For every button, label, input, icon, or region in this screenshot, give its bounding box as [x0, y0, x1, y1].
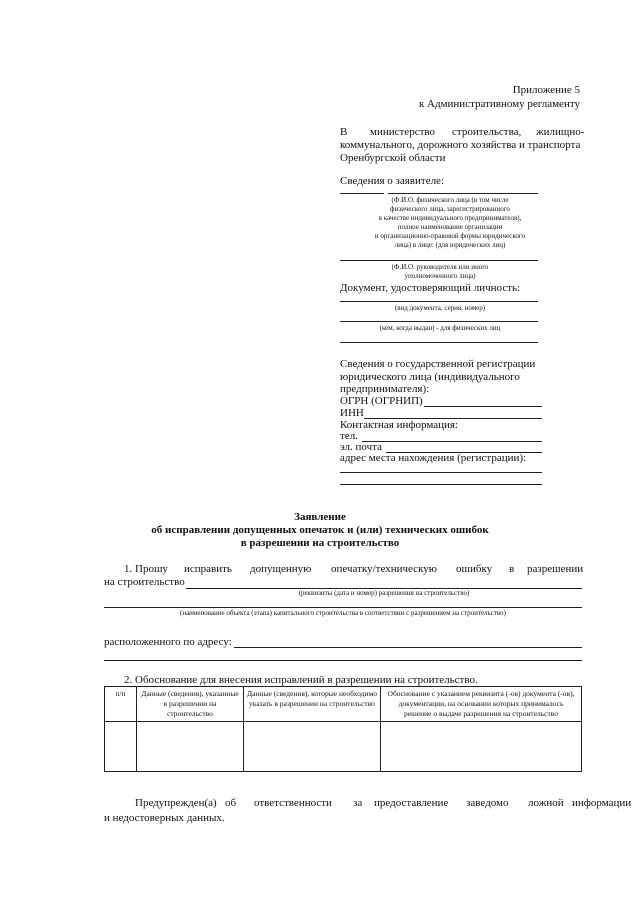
- item1-word-5: ошибку: [456, 563, 493, 575]
- contact-label: Контактная информация:: [340, 419, 458, 431]
- warning-word-2: об: [225, 797, 237, 809]
- warning-word-1: Предупрежден(а): [135, 797, 217, 809]
- warning-line2: и недостоверных данных.: [104, 812, 225, 824]
- appendix-regulation: к Административному регламенту: [418, 98, 580, 110]
- item2-heading: 2. Обоснование для внесения исправлений в разрешении на строительство.: [124, 674, 478, 686]
- item1-word-4: опечатку/техническую: [331, 563, 437, 575]
- hint-issued: (кем, когда выдан) - для физических лиц: [379, 324, 501, 332]
- head-name-line: [340, 260, 538, 261]
- corrections-table: [104, 686, 582, 772]
- hint-fio: (Ф.И.О. физического лица (в том числе физического лица, зарегистрированного в качестве индивидуального предпринимателя), полное наименование организации и организационно-правовой формы юридического лица) в лице: (для юридических лиц): [374, 196, 526, 249]
- hint-head: (Ф.И.О. руководителя или иного уполномоченного лица): [391, 263, 489, 280]
- addressee-line2: коммунального, дорожного хозяйства и транспорта: [340, 139, 581, 151]
- applicant-name-line: [388, 193, 538, 194]
- warning-word-6: заведомо: [466, 797, 509, 809]
- address-location-line: [234, 647, 582, 648]
- registration-heading: Сведения о государственной регистрации юридического лица (индивидуального предпринимателя):: [340, 358, 536, 395]
- table-row: [105, 722, 582, 772]
- item1-line2: на строительство: [104, 576, 185, 588]
- ogrn-line: [424, 406, 542, 407]
- warning-word-5: предоставление: [374, 797, 449, 809]
- issued-line-2: [340, 342, 538, 343]
- addressee-word-2: строительства,: [452, 126, 522, 138]
- item1-word-7: разрешении: [527, 563, 584, 575]
- table-header-row: [105, 687, 582, 722]
- id-document-label: Документ, удостоверяющий личность:: [340, 282, 521, 294]
- table-cell[interactable]: [137, 722, 244, 772]
- address-line-2: [340, 484, 542, 485]
- email-label: эл. почта: [340, 441, 382, 453]
- document-title: Заявление: [294, 511, 346, 523]
- item1-word-2: исправить: [184, 563, 232, 575]
- item1-word-3: допущенную: [250, 563, 312, 575]
- warning-word-7: ложной: [528, 797, 564, 809]
- applicant-heading: Сведения о заявителе:: [340, 175, 445, 187]
- id-document-line: [340, 301, 538, 302]
- addressee-line3: Оренбургской области: [340, 152, 446, 164]
- hint-doc: (вид документа, серия, номер): [394, 304, 486, 312]
- address-location-line-2: [104, 660, 582, 661]
- table-cell[interactable]: [381, 722, 582, 772]
- object-line: [104, 607, 582, 608]
- warning-word-8: информации: [572, 797, 632, 809]
- th-current-data: Данные (сведения), указанные в разрешении на строительство: [137, 687, 244, 722]
- address-location-label: расположенного по адресу:: [104, 636, 232, 648]
- table-cell[interactable]: [244, 722, 381, 772]
- document-subtitle-2: в разрешении на строительство: [240, 537, 400, 549]
- th-number: п/п: [105, 687, 137, 722]
- phone-line: [362, 441, 542, 442]
- addressee-word-1: министерство: [370, 126, 436, 138]
- warning-word-4: за: [353, 797, 363, 809]
- address-label: адрес места нахождения (регистрации):: [340, 452, 527, 464]
- document-subtitle: об исправлении допущенных опечаток и (или) технических ошибок: [151, 524, 489, 536]
- th-new-data: Данные (сведения), которые необходимо указать в разрешении на строительство: [244, 687, 381, 722]
- applicant-name-line-short: [340, 193, 384, 194]
- addressee-word-3: жилищно-: [536, 126, 585, 138]
- hint-requisites: (реквизиты (дата и номер) разрешения на строительство): [298, 589, 470, 597]
- th-justification: Обоснование с указанием реквизита (-ов) документа (-ов), документации, на основании которых принималось решение о выдаче разрешения на строительство: [381, 687, 582, 722]
- appendix-number: Приложение 5: [512, 84, 580, 96]
- warning-word-3: ответственности: [254, 797, 332, 809]
- table-cell[interactable]: [105, 722, 137, 772]
- item1-word-1: 1. Прошу: [124, 563, 168, 575]
- inn-label: ИНН: [340, 407, 364, 419]
- hint-object: (наименование объекта (этапа) капитального строительства в соответствии с разрешением на строительство): [180, 609, 506, 617]
- phone-label: тел.: [340, 430, 358, 442]
- address-line-1: [340, 472, 542, 473]
- ogrn-label: ОГРН (ОГРНИП): [340, 395, 423, 407]
- issued-line: [340, 321, 538, 322]
- item1-word-6: в: [509, 563, 515, 575]
- addressee-prefix: В: [340, 126, 348, 138]
